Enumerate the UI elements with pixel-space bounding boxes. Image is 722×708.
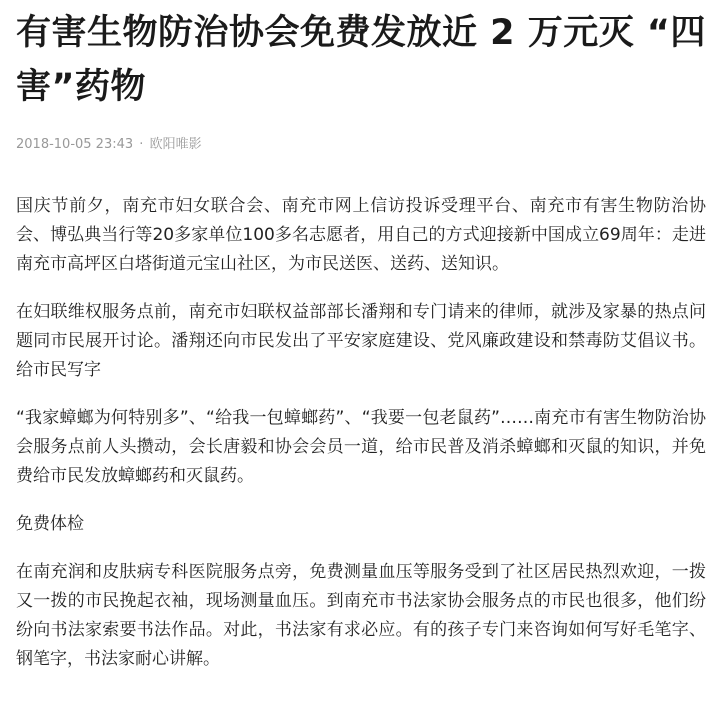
paragraph-4: 在南充润和皮肤病专科医院服务点旁，免费测量血压等服务受到了社区居民热烈欢迎，一拨又一拨的市民挽起衣袖，现场测量血压。到南充市书法家协会服务点的市民也很多，他们纷纷向书法家索要书法作品。对此，书法家有求必应。有的孩子专门来咨询如何写好毛笔字、钢笔字，书法家耐心讲解。	[16, 562, 706, 669]
article-title: 有害生物防治协会免费发放近 2 万元灭 “四害”药物	[16, 13, 706, 107]
section-heading: 免费体检	[16, 514, 84, 534]
publish-datetime: 2018-10-05 23:43	[16, 137, 134, 152]
author-name: 欧阳唯影	[149, 137, 202, 152]
paragraph-1: 国庆节前夕，南充市妇女联合会、南充市网上信访投诉受理平台、南充市有害生物防治协会、博弘典当行等20多家单位100多名志愿者，用自己的方式迎接新中国成立69周年：走进南充市高坪区白塔街道元宝山社区，为市民送医、送药、送知识。	[16, 196, 706, 274]
article-body	[16, 192, 706, 674]
meta-separator: ·	[139, 137, 144, 152]
paragraph-2: 在妇联维权服务点前，南充市妇联权益部部长潘翔和专门请来的律师，就涉及家暴的热点问题同市民展开讨论。潘翔还向市民发出了平安家庭建设、党风廉政建设和禁毒防艾倡议书。给市民写字	[16, 302, 706, 380]
article	[16, 6, 706, 693]
article-meta	[16, 136, 706, 154]
paragraph-3: “我家蟑螂为何特别多”、“给我一包蟑螂药”、“我要一包老鼠药”……南充市有害生物防治协会服务点前人头攒动，会长唐毅和协会会员一道，给市民普及消杀蟑螂和灭鼠的知识，并免费给市民发放蟑螂药和灭鼠药。	[16, 408, 706, 486]
